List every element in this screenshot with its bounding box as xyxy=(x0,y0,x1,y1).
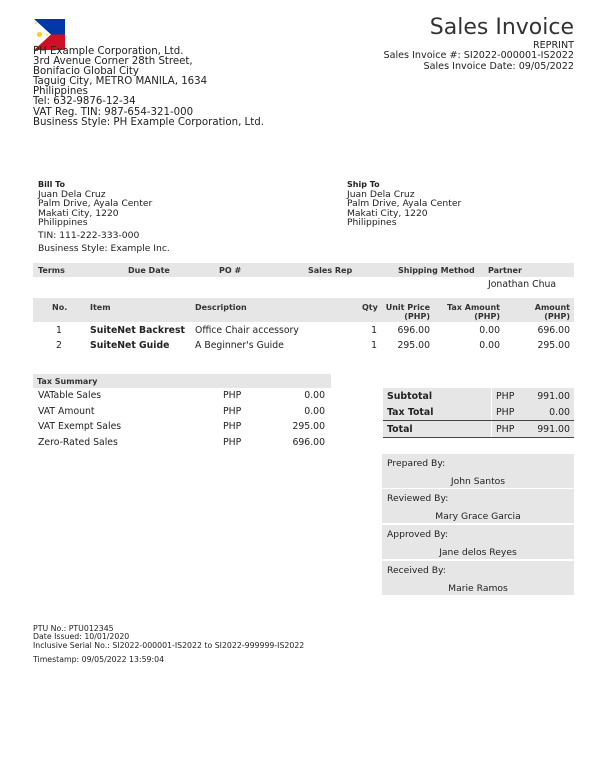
ship-to-label: Ship To xyxy=(347,180,380,189)
tax-amount-header-currency: (PHP) xyxy=(474,312,500,321)
bill-to-name: Juan Dela Cruz xyxy=(38,189,106,200)
prepared-by-box xyxy=(382,454,574,488)
invoice-date: Sales Invoice Date: 09/05/2022 xyxy=(423,60,574,72)
item-1-qty: 1 xyxy=(371,325,377,336)
ship-to-line2: Makati City, 1220 xyxy=(347,207,428,219)
total-value: 991.00 xyxy=(537,424,570,435)
tax-total-label: Tax Total xyxy=(387,407,434,418)
partner-header: Partner xyxy=(488,266,522,275)
bill-to-business-style: Business Style: Example Inc. xyxy=(38,243,170,255)
unit-price-header xyxy=(380,303,430,321)
item-1-unit-price: 696.00 xyxy=(397,325,430,336)
due-date-header: Due Date xyxy=(128,266,170,275)
prepared-by-name: John Santos xyxy=(450,476,506,487)
reviewed-by-box xyxy=(382,489,574,523)
invoice-title: Sales Invoice xyxy=(429,15,574,40)
item-1-no: 1 xyxy=(56,325,62,336)
approved-by-box xyxy=(382,525,574,559)
bill-to-label: Bill To xyxy=(38,180,65,189)
reprint-label: REPRINT xyxy=(532,40,574,51)
received-by-label: Received By: xyxy=(387,565,446,576)
amount-header-label: Amount xyxy=(534,303,570,312)
tax-summary-value-4: 696.00 xyxy=(292,437,325,448)
item-2-tax: 0.00 xyxy=(479,340,500,351)
po-header: PO # xyxy=(219,266,242,275)
tax-total-row xyxy=(383,404,574,421)
subtotal-currency: PHP xyxy=(496,391,515,402)
company-tel: Tel: 632-9876-12-34 xyxy=(33,96,136,108)
tax-amount-header-label: Tax Amount xyxy=(446,303,500,312)
amount-header xyxy=(520,303,570,321)
item-1-amount: 696.00 xyxy=(537,325,570,336)
reviewed-by-label: Reviewed By: xyxy=(387,493,449,504)
tax-summary-value-2: 0.00 xyxy=(304,406,325,417)
tax-summary-currency-1: PHP xyxy=(223,390,242,401)
qty-header: Qty xyxy=(362,303,378,312)
item-2-amount: 295.00 xyxy=(537,340,570,351)
tax-summary-value-3: 295.00 xyxy=(292,421,325,432)
ptu-number: PTU No.: PTU012345 xyxy=(33,624,114,633)
item-1-name: SuiteNet Backrest xyxy=(90,325,185,336)
sales-rep-header: Sales Rep xyxy=(308,266,353,275)
tax-summary-label-4: Zero-Rated Sales xyxy=(38,437,118,448)
amount-header-currency: (PHP) xyxy=(544,312,570,321)
footer-info xyxy=(33,625,304,650)
company-name: PH Example Corporation, Ltd. xyxy=(33,46,184,57)
subtotal-row xyxy=(383,388,574,404)
invoice-number: Sales Invoice #: SI2022-000001-IS2022 xyxy=(383,50,574,62)
reviewed-by-name: Mary Grace Garcia xyxy=(435,511,521,522)
partner-value: Jonathan Chua xyxy=(488,279,557,290)
tax-amount-header xyxy=(440,303,500,321)
tax-summary-label-3: VAT Exempt Sales xyxy=(38,421,122,432)
company-country: Philippines xyxy=(33,86,88,98)
ship-to-country: Philippines xyxy=(347,216,397,228)
total-label: Total xyxy=(387,424,413,435)
total-row xyxy=(383,421,574,438)
bill-to-tin: TIN: 111-222-333-000 xyxy=(38,230,140,242)
serial-range: Inclusive Serial No.: SI2022-000001-IS2022 to SI2022-999999-IS2022 xyxy=(33,640,305,650)
shipping-method-header: Shipping Method xyxy=(398,266,475,275)
tax-summary-currency-2: PHP xyxy=(223,406,242,417)
bill-to-line2: Makati City, 1220 xyxy=(38,207,119,219)
timestamp: Timestamp: 09/05/2022 13:59:04 xyxy=(33,655,165,664)
ship-to-name: Juan Dela Cruz xyxy=(347,189,415,200)
description-header: Description xyxy=(195,303,247,312)
unit-price-header-currency: (PHP) xyxy=(404,312,430,321)
totals-box xyxy=(383,388,574,438)
received-by-name: Marie Ramos xyxy=(448,583,508,594)
approved-by-label: Approved By: xyxy=(387,529,449,540)
company-info xyxy=(33,47,264,128)
unit-price-header-label: Unit Price xyxy=(385,303,430,312)
item-2-name: SuiteNet Guide xyxy=(90,340,170,351)
bill-to-country: Philippines xyxy=(38,216,88,228)
item-2-unit-price: 295.00 xyxy=(397,340,430,351)
tax-summary-value-1: 0.00 xyxy=(304,390,325,401)
bill-to-line1: Palm Drive, Ayala Center xyxy=(38,198,153,210)
total-currency: PHP xyxy=(496,424,515,435)
company-address-3: Taguig City, METRO MANILA, 1634 xyxy=(33,76,208,88)
item-1-description: Office Chair accessory xyxy=(195,325,299,336)
date-issued: Date Issued: 10/01/2020 xyxy=(33,632,130,642)
tax-summary-title: Tax Summary xyxy=(37,377,98,386)
company-address-1: 3rd Avenue Corner 28th Street, xyxy=(33,56,193,68)
tax-total-value: 0.00 xyxy=(549,407,570,418)
prepared-by-label: Prepared By: xyxy=(387,458,446,469)
tax-summary-currency-3: PHP xyxy=(223,421,242,432)
tax-summary-label-2: VAT Amount xyxy=(38,406,95,417)
item-2-qty: 1 xyxy=(371,340,377,351)
company-vat: VAT Reg. TIN: 987-654-321-000 xyxy=(33,106,194,118)
subtotal-value: 991.00 xyxy=(537,391,570,402)
tax-summary-label-1: VATable Sales xyxy=(38,390,102,401)
terms-header: Terms xyxy=(38,266,65,275)
company-business-style: Business Style: PH Example Corporation, Ltd. xyxy=(33,116,264,128)
bill-to-block xyxy=(38,180,170,254)
tax-total-currency: PHP xyxy=(496,407,515,418)
approved-by-name: Jane delos Reyes xyxy=(439,547,517,558)
no-header: No. xyxy=(52,303,68,312)
ship-to-block xyxy=(347,180,461,227)
company-address-2: Bonifacio Global City xyxy=(33,66,139,78)
tax-summary-currency-4: PHP xyxy=(223,437,242,448)
item-2-no: 2 xyxy=(56,340,62,351)
item-2-description: A Beginner's Guide xyxy=(195,340,284,351)
item-1-tax: 0.00 xyxy=(479,325,500,336)
received-by-box xyxy=(382,561,574,595)
item-header: Item xyxy=(90,303,111,312)
subtotal-label: Subtotal xyxy=(387,391,433,402)
invoice-header xyxy=(384,15,574,72)
ship-to-line1: Palm Drive, Ayala Center xyxy=(347,198,462,210)
